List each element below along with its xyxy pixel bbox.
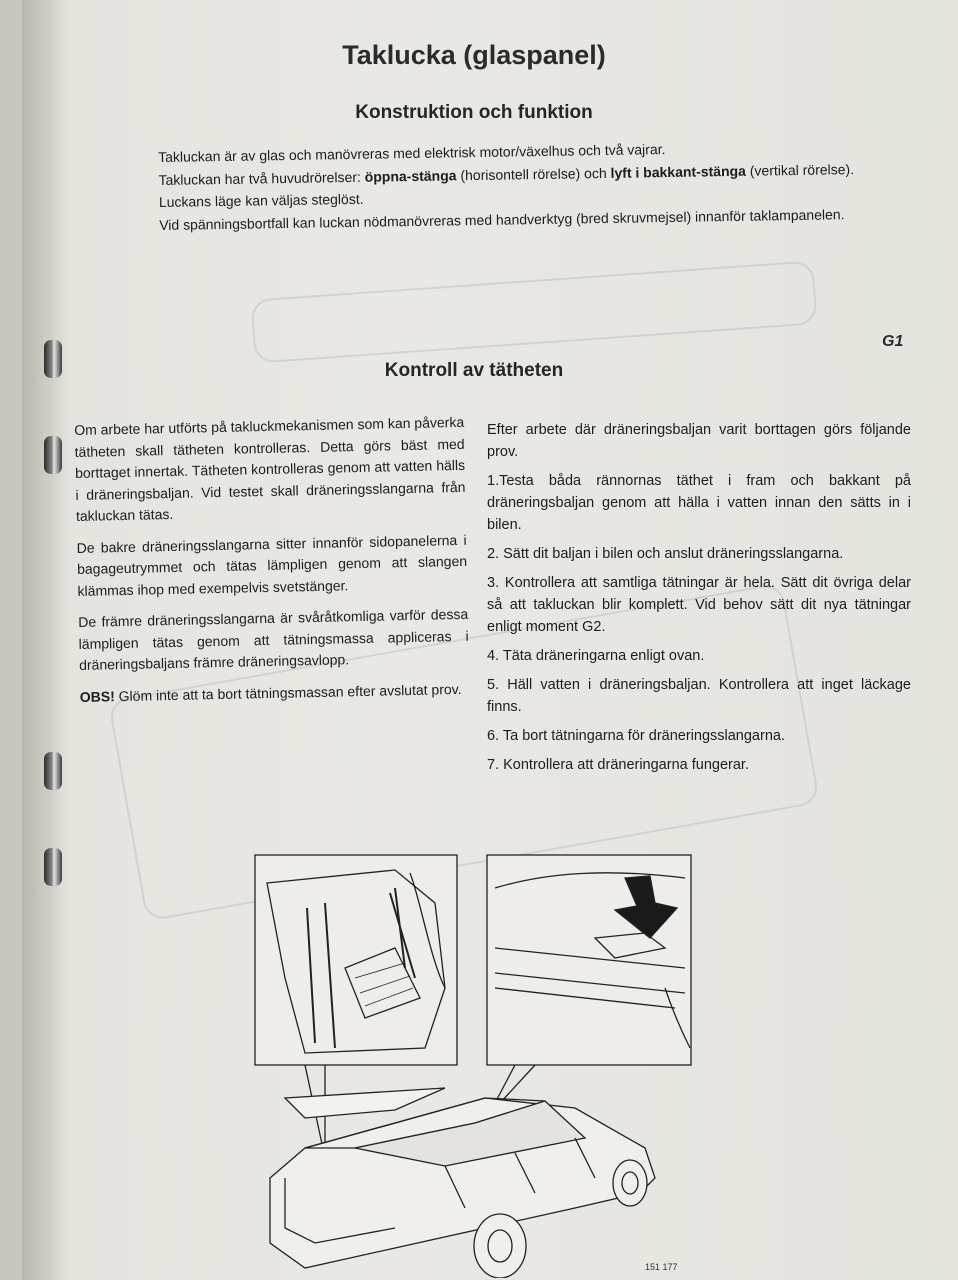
figure-number: 151 177 <box>645 1262 678 1272</box>
trunk-detail-inset <box>255 855 457 1065</box>
open-trunk-lid <box>285 1088 445 1118</box>
intro-paragraph: Takluckan har två huvudrörelser: öppna-stänga (horisontell rörelse) och lyft i bakkant-stänga (vertikal rörelse). Luckans läge kan väljas steglöst. <box>158 160 855 210</box>
left-column <box>74 412 470 718</box>
left-paragraph: De främre dräneringsslangarna är svåråtkomliga varför dessa lämpligen tätas genom att tätningsmassa appliceras i dräneringsbaljans främre dräneringsavlopp. <box>78 605 469 673</box>
binder-ring <box>44 848 62 886</box>
step-item: 1.Testa båda rännornas täthet i fram och bakkant på dräneringsbaljan genom att hälla i vatten innan den sätts in i bilen. <box>487 473 911 533</box>
step-item: 5. Häll vatten i dräneringsbaljan. Kontrollera att inget läckage finns. <box>487 677 911 715</box>
bleed-through <box>250 260 817 363</box>
step-item: 4. Täta dräneringarna enligt ovan. <box>487 648 705 664</box>
binder-ring <box>44 752 62 790</box>
left-paragraph: De bakre dräneringsslangarna sitter innanför sidopanelerna i bagageutrymmet och tätas lämpligen genom att slangen klämmas ihop med exempelvis svetstänger. <box>76 531 468 599</box>
binding-edge <box>22 0 66 1280</box>
binder-ring <box>44 436 62 474</box>
intro-paragraph: Takluckan är av glas och manövreras med elektrisk motor/växelhus och två vajrar. <box>158 141 666 165</box>
step-item: 7. Kontrollera att dräneringarna fungerar. <box>487 757 749 773</box>
right-column <box>487 419 911 783</box>
front-drain-detail-inset <box>487 855 691 1065</box>
left-paragraph: Om arbete har utförts på takluckmekanismen som kan påverka tätheten skall tätheten kontrolleras. Detta görs bäst med borttaget innertak. Tätheten kontrolleras genom att vatten hälls i dräneringsbaljan. Vid testet skall dräneringsslangarna från takluckan tätas. <box>74 413 466 524</box>
section-heading-construction: Konstruktion och funktion <box>355 102 593 123</box>
page-code: G1 <box>882 333 904 350</box>
intro-text <box>158 134 899 236</box>
step-item: 2. Sätt dit baljan i bilen och anslut dräneringsslangarna. <box>487 546 844 562</box>
page-title: Taklucka (glaspanel) <box>342 40 606 70</box>
right-intro: Efter arbete där dräneringsbaljan varit borttagen görs följande prov. <box>487 422 911 460</box>
obs-note: OBS! Glöm inte att ta bort tätningsmassan efter avslutat prov. <box>79 680 462 705</box>
step-item: 3. Kontrollera att samtliga tätningar är hela. Sätt dit övriga delar så att takluckan blir komplett. Vid behov sätt dit nya tätningar enligt moment G2. <box>487 575 911 635</box>
car-illustration <box>245 848 705 1278</box>
intro-paragraph: Vid spänningsbortfall kan luckan nödmanövreras med handverktyg (bred skruvmejsel) innanför taklampanelen. <box>159 205 845 233</box>
section-heading-tightness: Kontroll av tätheten <box>384 360 564 381</box>
step-item: 6. Ta bort tätningarna för dräneringsslangarna. <box>487 728 785 744</box>
